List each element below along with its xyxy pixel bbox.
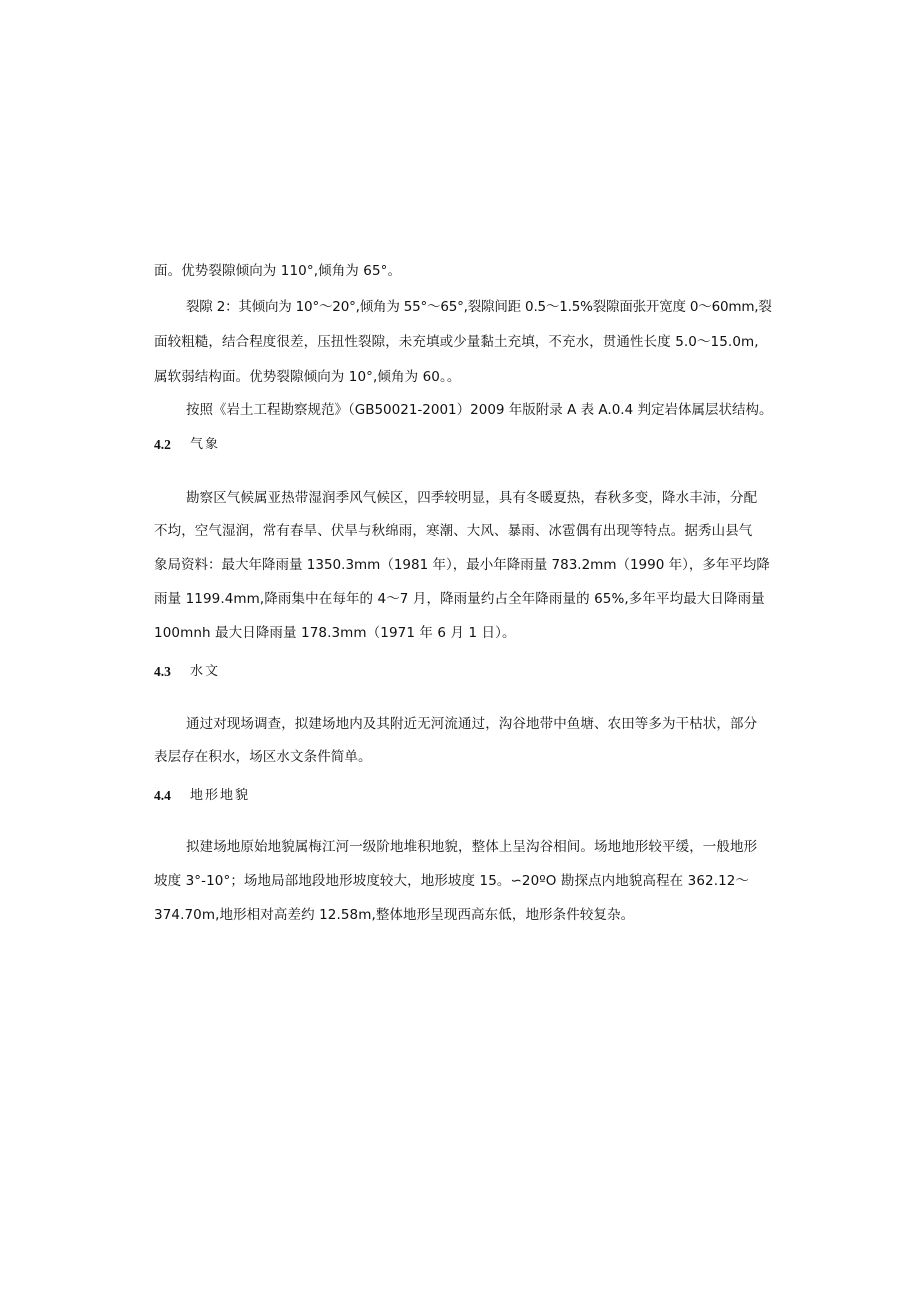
paragraph-line: 裂隙 2：其倾向为 10°～20°,倾角为 55°～65°,裂隙间距 0.5～1.5%裂隙面张开宽度 0～60mm,裂 [186, 299, 772, 315]
section-title: 水文 [190, 664, 221, 679]
paragraph-line: 勘察区气候属亚热带湿润季风气候区，四季较明显，具有冬暖夏热，春秋多变，降水丰沛，分配 [186, 490, 758, 506]
section-title: 地形地貌 [190, 788, 251, 803]
paragraph-line: 雨量 1199.4mm,降雨集中在每年的 4～7 月，降雨量约占全年降雨量的 65%,多年平均最大日降雨量 [154, 591, 765, 607]
section-number: 4.2 [154, 437, 171, 452]
paragraph-line: 通过对现场调查，拟建场地内及其附近无河流通过，沟谷地带中鱼塘、农田等多为干枯状，部分 [186, 716, 758, 732]
paragraph-line: 100mnh 最大日降雨量 178.3mm（1971 年 6 月 1 日）。 [154, 625, 516, 641]
section-number: 4.3 [154, 664, 171, 679]
paragraph-line: 拟建场地原始地貌属梅江河一级阶地堆积地貌，整体上呈沟谷相间。场地地形较平缓，一般地形 [186, 839, 758, 855]
paragraph-line: 不均，空气湿润，常有春旱、伏旱与秋绵雨，寒潮、大风、暴雨、冰雹偶有出现等特点。据秀山县气 [154, 523, 753, 539]
paragraph-line: 表层存在积水，场区水文条件简单。 [154, 749, 372, 765]
paragraph-line: 按照《岩土工程勘察规范》（GB50021-2001）2009 年版附录 A 表 A.0.4 判定岩体属层状结构。 [186, 402, 773, 418]
paragraph-line: 象局资料：最大年降雨量 1350.3mm（1981 年），最小年降雨量 783.2mm（1990 年），多年平均降 [154, 557, 770, 573]
section-number: 4.4 [154, 788, 171, 803]
paragraph-line: 面。优势裂隙倾向为 110°,倾角为 65°。 [154, 263, 402, 279]
paragraph-line: 属软弱结构面。优势裂隙倾向为 10°,倾角为 60。。 [154, 369, 461, 385]
paragraph-line: 坡度 3°-10°；场地局部地段地形坡度较大，地形坡度 15。∽20ºO 勘探点内地貌高程在 362.12～ [154, 873, 750, 889]
paragraph-line: 面较粗糙，结合程度很差，压扭性裂隙，未充填或少量黏土充填，不充水，贯通性长度 5.0～15.0m, [154, 334, 759, 350]
section-title: 气象 [190, 437, 221, 452]
paragraph-line: 374.70m,地形相对高差约 12.58m,整体地形呈现西高东低，地形条件较复杂。 [154, 907, 635, 923]
